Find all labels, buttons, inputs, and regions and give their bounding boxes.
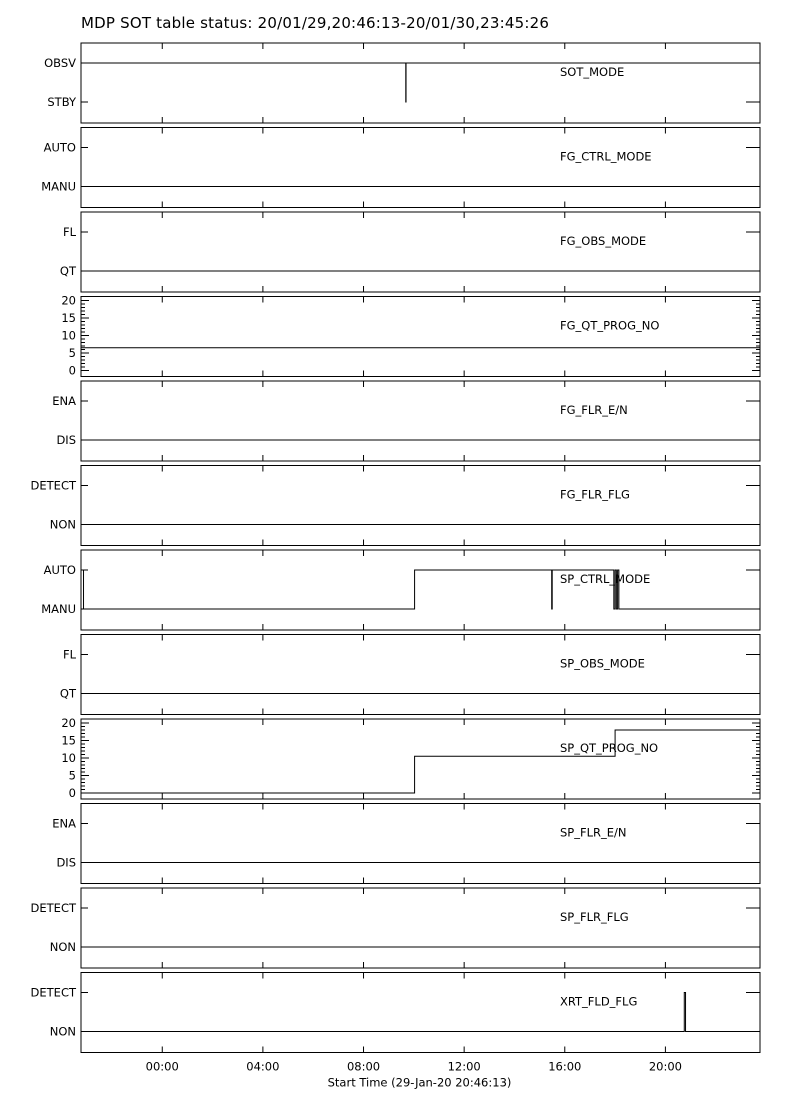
panel-label-fg-flr-flg: FG_FLR_FLG — [560, 487, 630, 502]
y-tick-label: 15 — [61, 733, 76, 748]
series-line-sp-qt-prog-no — [81, 730, 760, 793]
y-tick-label: NON — [49, 517, 76, 532]
y-tick-label: DIS — [56, 433, 76, 447]
y-tick-label: DETECT — [30, 901, 76, 915]
panel-label-sp-obs-mode: SP_OBS_MODE — [560, 656, 645, 671]
y-tick-label: DETECT — [30, 478, 76, 493]
y-tick-label: MANU — [41, 179, 76, 194]
panel-label-sp-flr-flg: SP_FLR_FLG — [560, 910, 629, 924]
x-tick-label: 12:00 — [447, 1059, 481, 1074]
panel-label-fg-obs-mode: FG_OBS_MODE — [560, 234, 647, 248]
chart-title: MDP SOT table status: 20/01/29,20:46:13-20/01/30,23:45:26 — [81, 14, 550, 32]
y-tick-label: FL — [62, 225, 76, 239]
panel-frame-sp-qt-prog-no — [81, 719, 760, 799]
y-tick-label: 0 — [68, 363, 76, 378]
y-tick-label: QT — [59, 264, 76, 278]
x-tick-label: 16:00 — [548, 1059, 582, 1074]
panel-frame-xrt-fld-flg — [81, 973, 760, 1053]
y-tick-label: STBY — [47, 95, 76, 109]
panel-label-xrt-fld-flg: XRT_FLD_FLG — [560, 994, 638, 1009]
y-tick-label: 0 — [68, 786, 76, 800]
y-tick-label: NON — [49, 1024, 76, 1039]
panel-frame-fg-ctrl-mode — [81, 128, 760, 208]
panel-frame-sot-mode — [81, 43, 760, 123]
x-tick-label: 04:00 — [246, 1059, 280, 1074]
panel-label-fg-ctrl-mode: FG_CTRL_MODE — [560, 149, 652, 164]
panel-label-sp-qt-prog-no: SP_QT_PROG_NO — [560, 741, 659, 755]
panel-frame-sp-obs-mode — [81, 635, 760, 715]
series-line-sp-ctrl-mode — [81, 570, 760, 609]
x-tick-label: 20:00 — [648, 1059, 682, 1074]
y-tick-label: NON — [49, 940, 76, 954]
y-tick-label: ENA — [52, 394, 76, 408]
y-tick-label: 15 — [61, 311, 76, 325]
series-line-xrt-fld-flg — [81, 993, 760, 1032]
y-tick-label: 20 — [61, 293, 76, 308]
panel-label-sp-ctrl-mode: SP_CTRL_MODE — [560, 572, 651, 586]
y-tick-label: MANU — [41, 602, 76, 616]
panel-frame-fg-qt-prog-no — [81, 297, 760, 377]
y-tick-label: 5 — [68, 346, 76, 360]
y-tick-label: FL — [62, 647, 76, 662]
panel-label-sp-flr-e-n: SP_FLR_E/N — [560, 825, 627, 840]
panel-frame-fg-flr-e-n — [81, 381, 760, 461]
y-tick-label: 10 — [61, 751, 76, 765]
panel-frame-sp-flr-flg — [81, 888, 760, 968]
panel-label-fg-flr-e-n: FG_FLR_E/N — [560, 403, 628, 417]
panel-label-fg-qt-prog-no: FG_QT_PROG_NO — [560, 318, 660, 333]
panel-frame-fg-flr-flg — [81, 466, 760, 546]
y-tick-label: 20 — [61, 716, 76, 730]
y-tick-label: DETECT — [30, 985, 76, 1000]
y-tick-label: DIS — [56, 855, 76, 870]
panel-frame-sp-flr-e-n — [81, 804, 760, 884]
x-tick-label: 00:00 — [145, 1059, 179, 1074]
y-tick-label: 5 — [68, 768, 76, 783]
y-tick-label: 10 — [61, 328, 76, 343]
y-tick-label: OBSV — [44, 56, 76, 70]
panel-label-sot-mode: SOT_MODE — [560, 65, 625, 79]
y-tick-label: AUTO — [43, 563, 76, 577]
panel-frame-sp-ctrl-mode — [81, 550, 760, 630]
y-tick-label: ENA — [52, 816, 76, 831]
panel-frame-fg-obs-mode — [81, 212, 760, 292]
y-tick-label: AUTO — [43, 140, 76, 155]
x-tick-label: 08:00 — [346, 1059, 381, 1074]
series-line-sot-mode — [81, 63, 760, 102]
y-tick-label: QT — [59, 686, 76, 701]
x-axis-label: Start Time (29-Jan-20 20:46:13) — [327, 1075, 512, 1090]
